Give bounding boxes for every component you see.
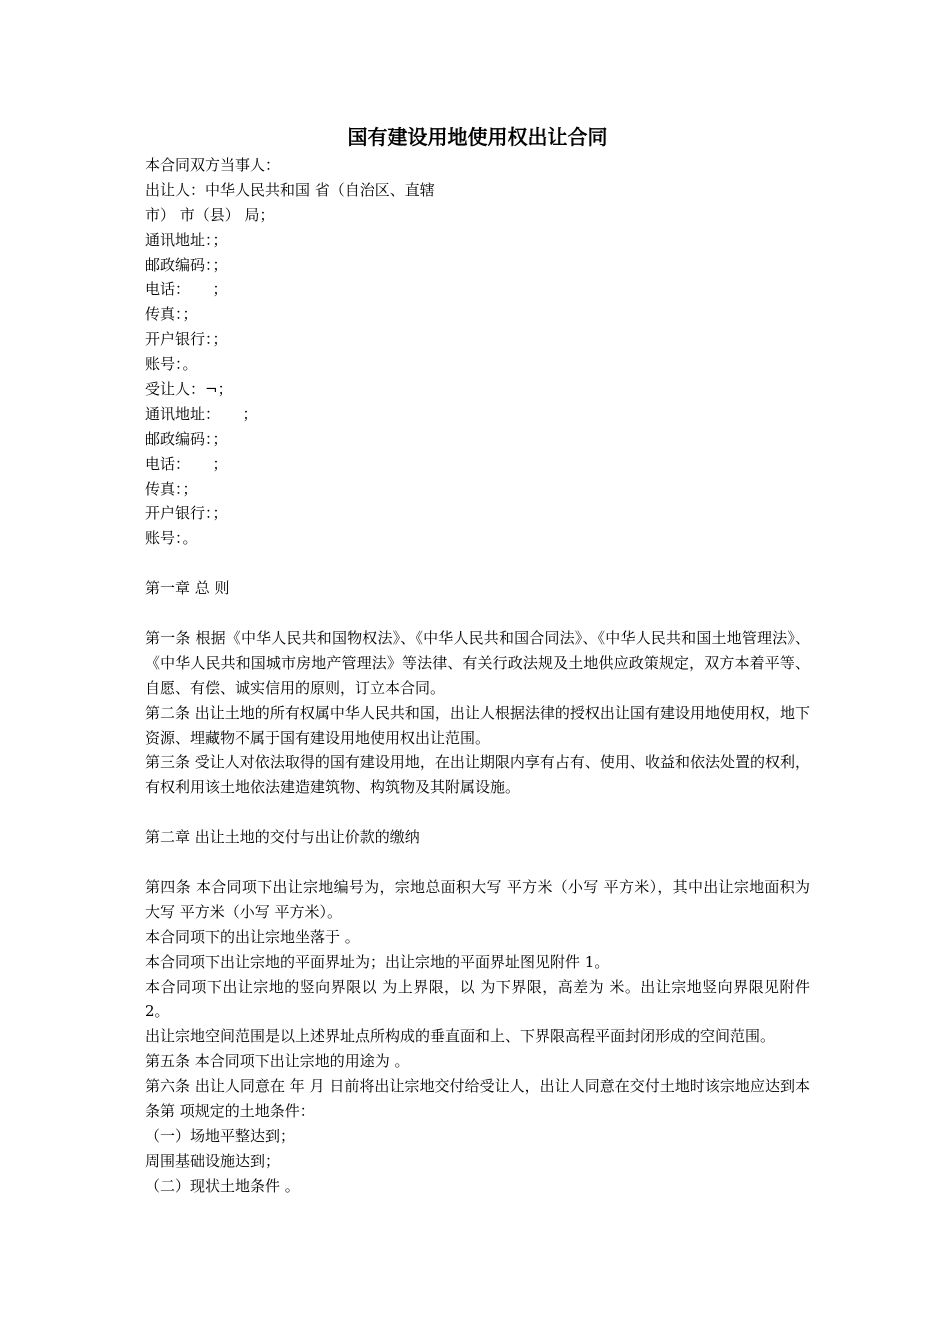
spacer [145, 850, 810, 875]
article-5: 第五条 本合同项下出让宗地的用途为 。 [145, 1052, 410, 1071]
grantee-fax: 传真：； [145, 479, 198, 498]
parties-intro: 本合同双方当事人： [145, 156, 281, 174]
chapter-2-title: 第二章 出让土地的交付与出让价款的缴纳 [145, 828, 420, 847]
page-title: 国有建设用地使用权出让合同 [347, 125, 608, 149]
article-4-space: 出让宗地空间范围是以上述界址点所构成的垂直面和上、下界限高程平面封闭形成的空间范围。 [145, 1027, 776, 1046]
chapter-1-title: 第一章 总 则 [145, 579, 230, 598]
article-1: 第一条 根据《中华人民共和国物权法》、《中华人民共和国合同法》、《中华人民共和国土地管理法》、《中华人民共和国城市房地产管理法》等法律、有关行政法规及土地供应政策规定，双方本着平等、自愿、有偿、诚实信用的原则，订立本合同。 [145, 628, 810, 697]
grantor-line-1: 出让人：中华人民共和国 省（自治区、直辖 [145, 180, 435, 199]
article-4: 第四条 本合同项下出让宗地编号为，宗地总面积大写 平方米（小写 平方米），其中出让宗地面积为大写 平方米（小写 平方米）。 [145, 877, 810, 921]
grantor-bank: 开户银行：； [145, 330, 228, 349]
grantee-account: 账号：。 [145, 529, 198, 548]
grantor-line-2: 市） 市（县） 局； [145, 205, 275, 224]
grantor-postcode: 邮政编码：； [145, 255, 228, 274]
spacer [145, 551, 810, 576]
contract-page [145, 0, 810, 1199]
grantor-fax: 传真：； [145, 305, 198, 324]
article-4-location: 本合同项下的出让宗地坐落于 。 [145, 927, 360, 946]
grantor-address: 通讯地址：； [145, 230, 228, 249]
article-6-item-1: （一）场地平整达到； [145, 1127, 296, 1145]
grantee-postcode: 邮政编码：； [145, 429, 228, 448]
article-6: 第六条 出让人同意在 年 月 日前将出让宗地交付给受让人，出让人同意在交付土地时该宗地应达到本条第 项规定的土地条件： [145, 1077, 810, 1121]
article-6-item-2: （二）现状土地条件 。 [145, 1176, 300, 1195]
grantee-address: 通讯地址： ； [145, 404, 258, 423]
grantee-phone: 电话： ； [145, 454, 228, 473]
grantor-account: 账号：。 [145, 355, 198, 374]
spacer [145, 601, 810, 626]
grantor-phone: 电话： ； [145, 280, 228, 299]
spacer [145, 800, 810, 825]
article-4-vertical: 本合同项下出让宗地的竖向界限以 为上界限，以 为下界限，高差为 米。出让宗地竖向界限见附件 2。 [145, 977, 810, 1021]
article-3: 第三条 受让人对依法取得的国有建设用地，在出让期限内享有占有、使用、收益和依法处置的权利，有权利用该土地依法建造建筑物、构筑物及其附属设施。 [145, 753, 810, 797]
article-6-item-1b: 周围基础设施达到； [145, 1151, 281, 1170]
article-2: 第二条 出让土地的所有权属中华人民共和国，出让人根据法律的授权出让国有建设用地使用权，地下资源、埋藏物不属于国有建设用地使用权出让范围。 [145, 703, 810, 747]
grantee: 受让人：¬； [145, 380, 233, 399]
article-4-boundary: 本合同项下出让宗地的平面界址为；出让宗地的平面界址图见附件 1。 [145, 952, 610, 971]
grantee-bank: 开户银行：； [145, 504, 228, 523]
